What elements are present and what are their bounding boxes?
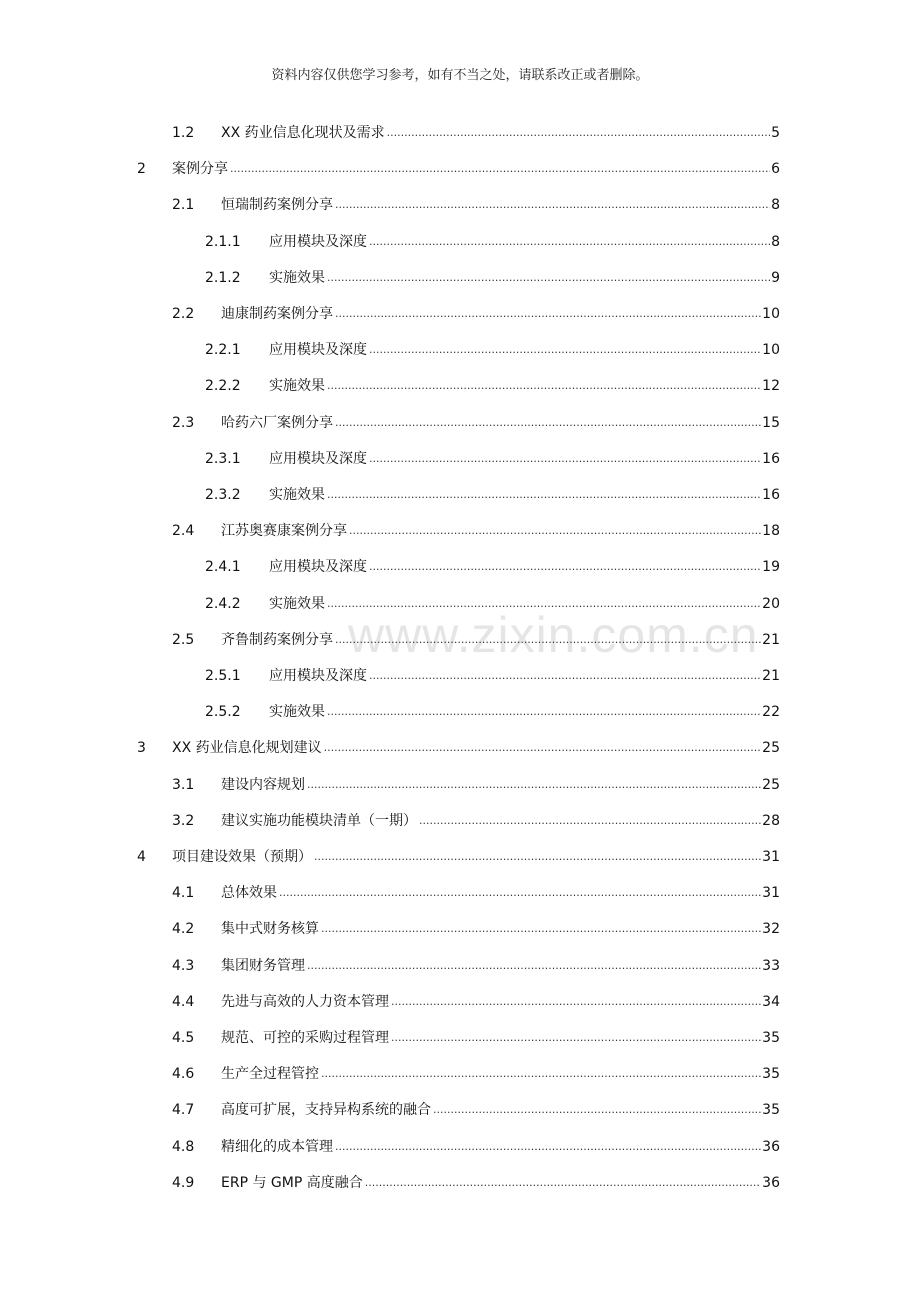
toc-dot-leader [369,669,761,683]
toc-dot-leader [327,488,761,502]
toc-entry-title: 集中式财务核算 [221,921,319,938]
toc-entry[interactable] [172,878,780,902]
toc-entry-title: 生产全过程管控 [221,1066,319,1083]
toc-entry-title: 江苏奥赛康案例分享 [221,523,347,540]
toc-dot-leader [369,343,761,357]
toc-entry-title: 迪康制药案例分享 [221,306,333,322]
toc-entry-title: 实施效果 [269,487,325,503]
toc-entry[interactable] [172,299,780,323]
toc-dot-leader [327,597,761,611]
toc-entry[interactable] [172,118,780,142]
toc-dot-leader [369,452,761,466]
toc-entry-number: 2.1.1 [205,233,241,250]
toc-entry[interactable] [172,914,780,938]
toc-entry-number: 4.5 [172,1030,195,1046]
toc-entry-number: 2.3.2 [205,487,241,503]
toc-entry-page-number: 6 [771,161,780,178]
toc-entry-number: 2.5 [172,631,195,648]
toc-dot-leader [391,1031,761,1045]
toc-dot-leader [349,524,761,538]
toc-entry-title: ERP 与 GMP 高度融合 [221,1174,363,1191]
toc-dot-leader [307,778,761,792]
toc-entry-page-number: 31 [762,885,780,902]
toc-entry[interactable] [205,480,780,504]
toc-entry-number: 2.3.1 [205,450,241,467]
toc-entry-title: 案例分享 [172,161,228,178]
toc-entry-number: 2.5.2 [205,704,241,721]
toc-entry-page-number: 8 [771,233,780,250]
toc-entry-page-number: 5 [771,125,780,141]
toc-entry-title: XX 药业信息化规划建议 [172,740,322,757]
toc-entry[interactable] [172,1059,780,1083]
toc-entry-title: 精细化的成本管理 [221,1138,333,1155]
toc-entry[interactable] [172,806,780,830]
toc-entry-number: 2.3 [172,414,195,431]
toc-entry-title: 先进与高效的人力资本管理 [221,993,389,1010]
toc-entry-number: 2.2 [172,306,195,322]
toc-entry-page-number: 25 [762,776,780,793]
toc-entry[interactable] [172,770,780,794]
toc-entry[interactable] [137,842,780,866]
toc-dot-leader [327,379,761,393]
toc-entry-page-number: 28 [762,812,780,829]
toc-entry-page-number: 15 [762,414,780,431]
toc-entry[interactable] [205,335,780,359]
toc-entry[interactable] [172,190,780,214]
toc-dot-leader [369,560,761,574]
toc-dot-leader [335,1140,761,1154]
toc-entry-page-number: 20 [762,595,780,612]
toc-dot-leader [314,850,761,864]
toc-entry[interactable] [137,154,780,178]
toc-dot-leader [365,1176,761,1190]
toc-entry-title: 哈药六厂案例分享 [221,414,333,431]
toc-entry-number: 4.2 [172,921,195,938]
toc-dot-leader [335,416,761,430]
toc-entry-number: 2 [137,161,146,178]
toc-entry-title: 集团财务管理 [221,957,305,974]
toc-entry-title: 实施效果 [269,378,325,395]
toc-dot-leader [327,271,770,285]
toc-entry-number: 2.1.2 [205,269,241,286]
toc-entry-page-number: 25 [762,740,780,757]
toc-dot-leader [335,307,761,321]
toc-entry-number: 4.1 [172,885,195,902]
toc-entry[interactable] [172,951,780,975]
watermark: www.zixin.com.cn [348,607,759,663]
toc-entry-page-number: 35 [762,1066,780,1083]
toc-entry-number: 3 [137,740,146,757]
toc-entry[interactable] [172,1095,780,1119]
toc-entry[interactable] [137,733,780,757]
toc-entry-title: XX 药业信息化现状及需求 [221,125,385,141]
toc-entry-number: 3.1 [172,776,195,793]
toc-entry[interactable] [172,408,780,432]
toc-entry-title: 项目建设效果（预期） [172,849,312,865]
toc-entry[interactable] [205,589,780,613]
toc-dot-leader [335,633,761,647]
toc-entry-title: 应用模块及深度 [269,668,367,684]
toc-dot-leader [335,198,770,212]
toc-entry-number: 2.2.2 [205,378,241,395]
toc-entry-title: 齐鲁制药案例分享 [221,631,333,648]
toc-dot-leader [230,162,770,176]
toc-entry-title: 实施效果 [269,269,325,286]
toc-entry-title: 建议实施功能模块清单（一期） [221,812,417,829]
toc-entry-number: 4.7 [172,1102,195,1119]
toc-dot-leader [391,995,761,1009]
toc-dot-leader [321,1067,761,1081]
toc-entry-page-number: 9 [771,269,780,286]
toc-entry-number: 4 [137,849,146,865]
toc-entry-page-number: 35 [762,1102,780,1119]
toc-entry[interactable] [205,371,780,395]
toc-entry-page-number: 33 [762,957,780,974]
toc-dot-leader [369,235,770,249]
toc-entry-page-number: 10 [762,306,780,322]
toc-entry-page-number: 16 [762,487,780,503]
toc-dot-leader [419,814,761,828]
toc-entry-title: 应用模块及深度 [269,559,367,576]
toc-entry-page-number: 36 [762,1174,780,1191]
toc-entry-title: 高度可扩展，支持异构系统的融合 [221,1102,431,1119]
toc-entry-page-number: 35 [762,1030,780,1046]
toc-entry-number: 2.4.1 [205,559,241,576]
toc-entry-title: 恒瑞制药案例分享 [221,197,333,214]
page-header-disclaimer: 资料内容仅供您学习参考，如有不当之处，请联系改正或者删除。 [271,68,649,83]
toc-entry-page-number: 21 [762,668,780,684]
toc-entry-title: 应用模块及深度 [269,342,367,359]
toc-entry-number: 4.3 [172,957,195,974]
toc-entry[interactable] [172,625,780,649]
toc-entry-number: 2.2.1 [205,342,241,359]
toc-entry[interactable] [205,444,780,468]
toc-dot-leader [433,1103,761,1117]
toc-entry-title: 应用模块及深度 [269,450,367,467]
toc-entry[interactable] [205,552,780,576]
toc-entry-page-number: 12 [762,378,780,395]
toc-entry[interactable] [172,987,780,1011]
toc-dot-leader [307,959,761,973]
toc-entry-title: 实施效果 [269,704,325,721]
toc-dot-leader [327,705,761,719]
toc-entry[interactable] [172,1168,780,1192]
toc-entry-page-number: 16 [762,450,780,467]
toc-entry-page-number: 32 [762,921,780,938]
toc-entry[interactable] [205,697,780,721]
toc-entry-number: 1.2 [172,125,195,141]
toc-dot-leader [387,126,770,140]
toc-entry-title: 规范、可控的采购过程管理 [221,1030,389,1046]
toc-dot-leader [324,741,762,755]
toc-entry-page-number: 19 [762,559,780,576]
toc-entry-page-number: 34 [762,993,780,1010]
toc-entry[interactable] [205,661,780,685]
toc-dot-leader [279,886,761,900]
toc-entry-number: 2.4.2 [205,595,241,612]
toc-entry-number: 3.2 [172,812,195,829]
toc-entry-number: 4.6 [172,1066,195,1083]
toc-entry-number: 4.8 [172,1138,195,1155]
toc-entry-title: 建设内容规划 [221,776,305,793]
toc-entry-number: 2.4 [172,523,195,540]
toc-entry-title: 总体效果 [221,885,277,902]
toc-entry[interactable] [205,263,780,287]
toc-dot-leader [321,922,761,936]
toc-entry-page-number: 8 [771,197,780,214]
toc-entry-number: 4.4 [172,993,195,1010]
toc-entry-title: 应用模块及深度 [269,233,367,250]
toc-entry-title: 实施效果 [269,595,325,612]
toc-entry[interactable] [205,227,780,251]
toc-entry[interactable] [172,1132,780,1156]
toc-entry[interactable] [172,1023,780,1047]
toc-entry-page-number: 18 [762,523,780,540]
toc-entry-page-number: 31 [762,849,780,865]
toc-entry-page-number: 22 [762,704,780,721]
toc-entry-page-number: 10 [762,342,780,359]
toc-entry-number: 2.1 [172,197,195,214]
toc-entry-number: 2.5.1 [205,668,241,684]
toc-entry-page-number: 21 [762,631,780,648]
toc-entry-page-number: 36 [762,1138,780,1155]
toc-entry-number: 4.9 [172,1174,195,1191]
toc-entry[interactable] [172,516,780,540]
